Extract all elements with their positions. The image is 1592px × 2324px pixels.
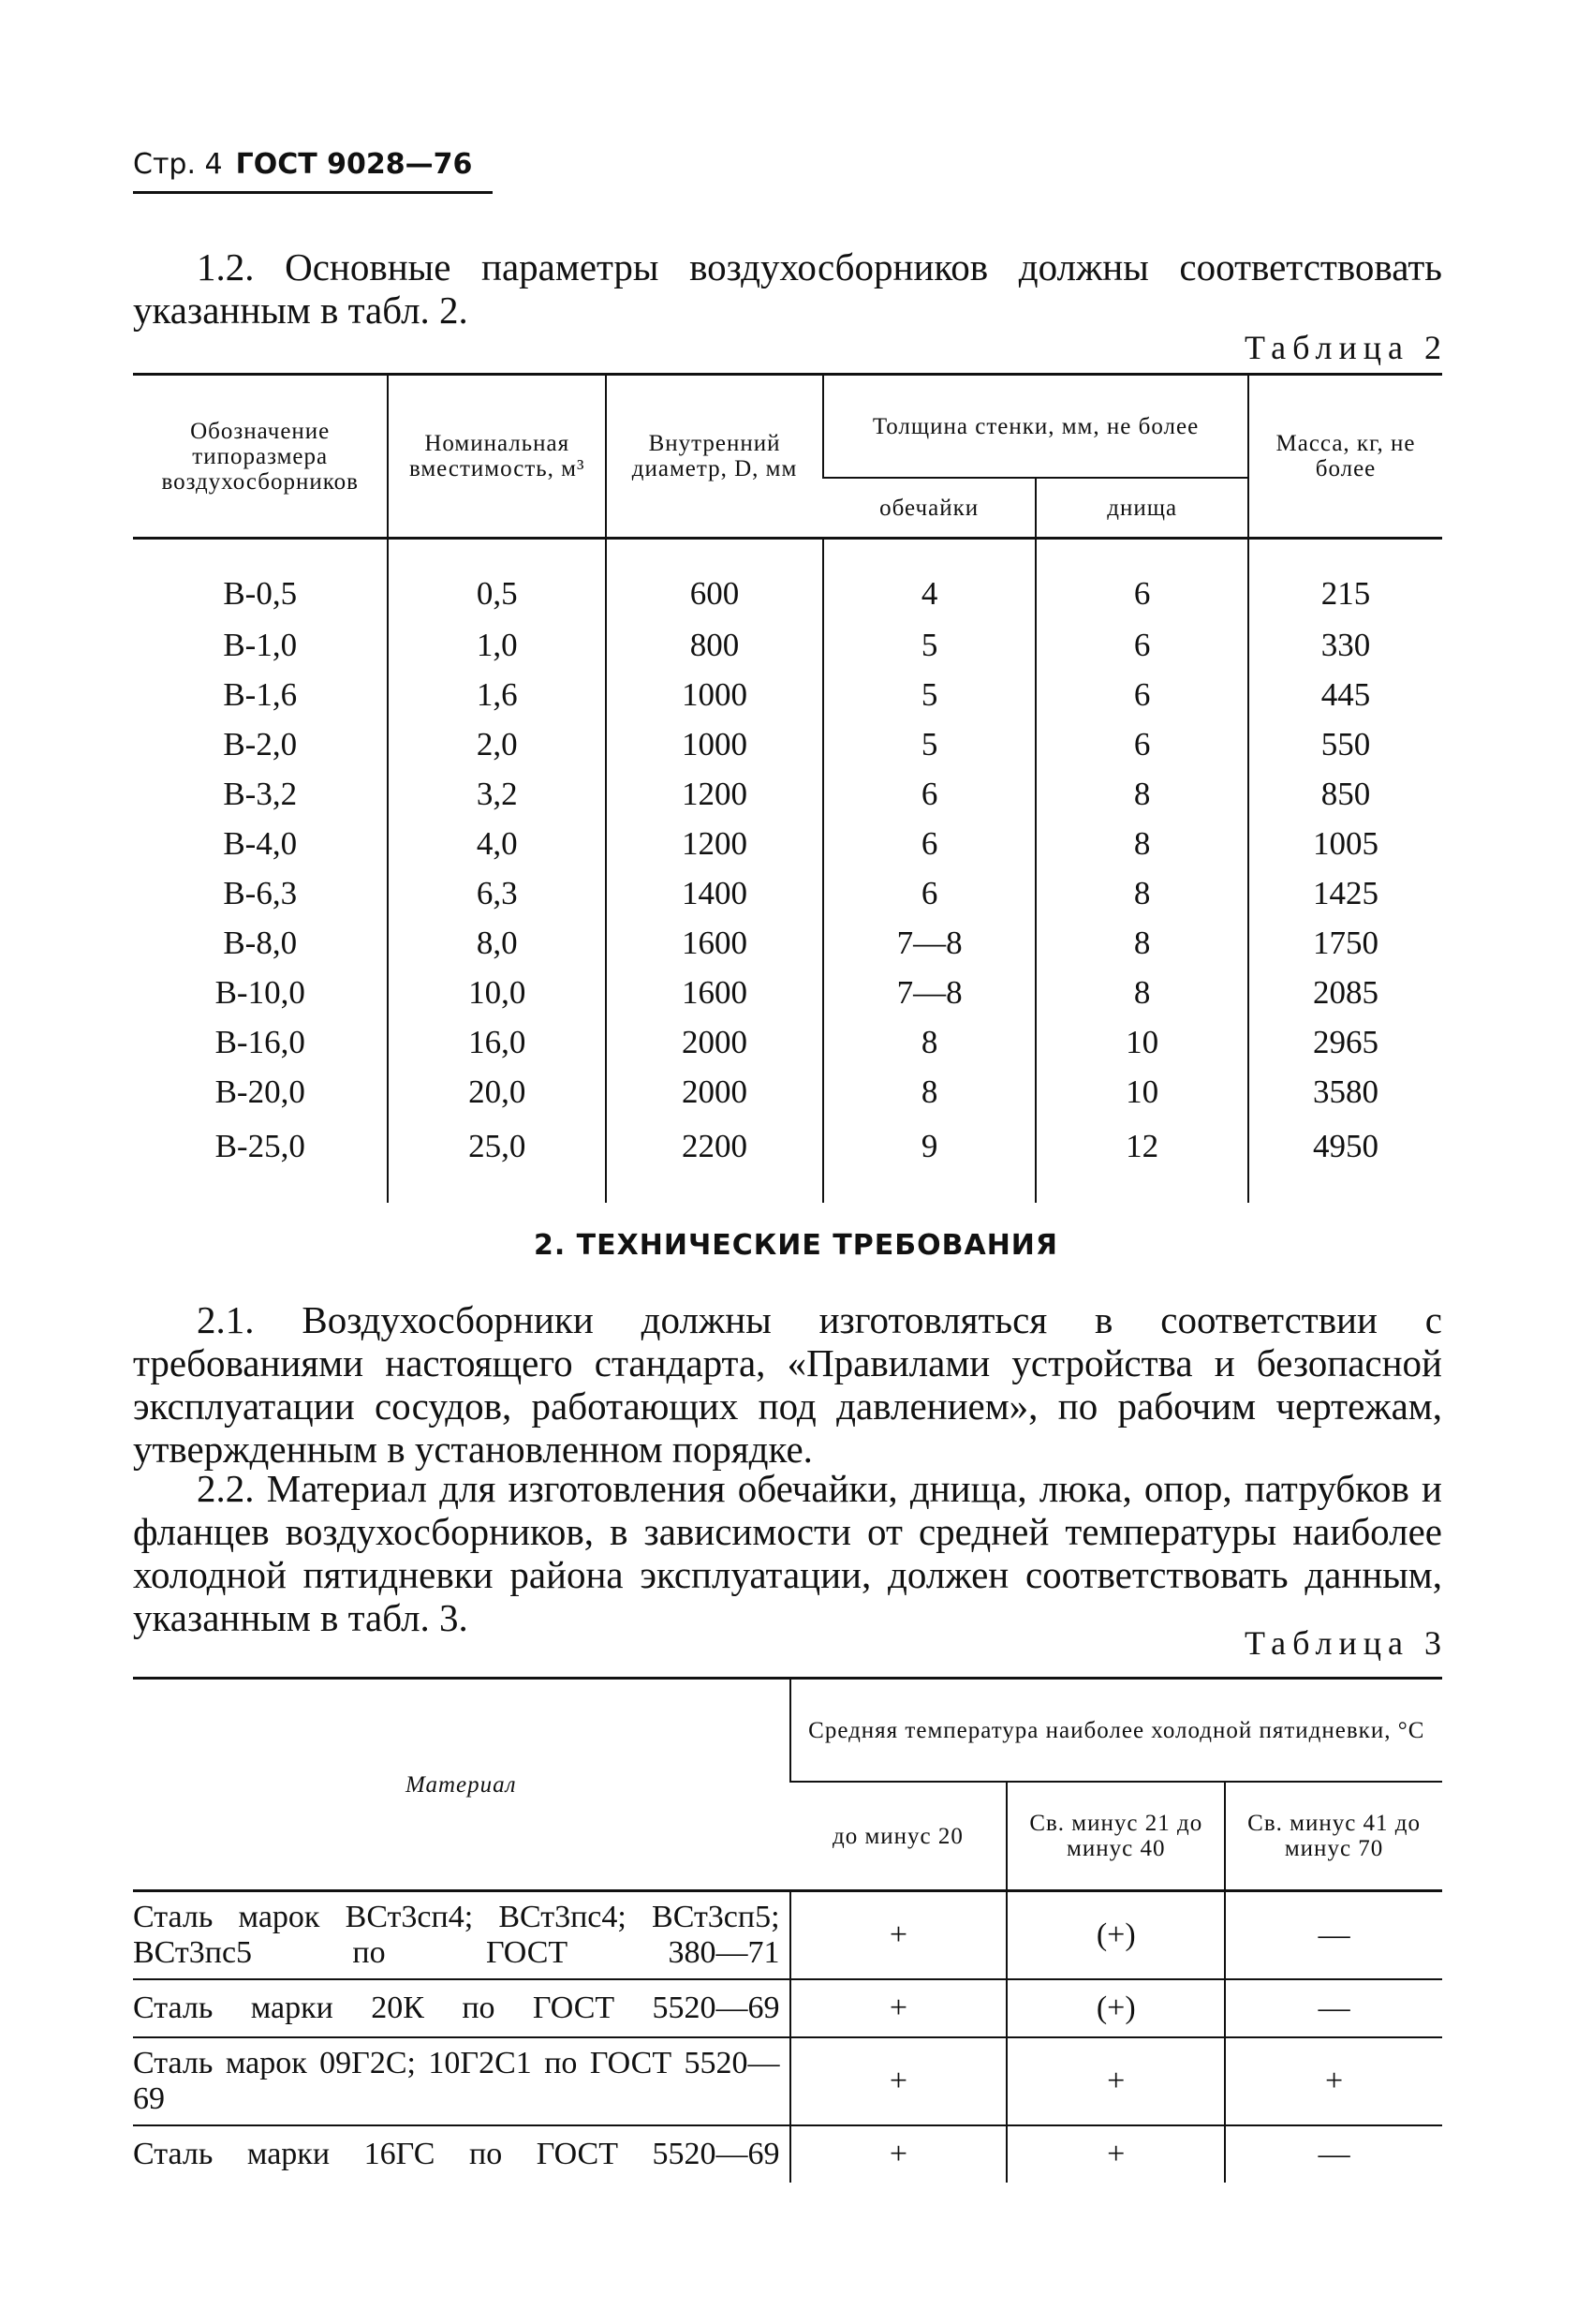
table-cell: 6 <box>1036 719 1248 769</box>
table-row <box>133 1067 1442 1117</box>
table-cell: 1200 <box>606 769 823 819</box>
header-temperature: Средняя температура наиболее холодной пятидневки, °С <box>790 1679 1442 1783</box>
table-cell: 1000 <box>606 719 823 769</box>
material-cell: Сталь марки 20К по ГОСТ 5520—69 <box>133 1979 790 2037</box>
table-cell: 3580 <box>1248 1067 1442 1117</box>
table-cell: 6 <box>823 868 1036 918</box>
table-cell: 330 <box>1248 620 1442 670</box>
header-temp-col-1: до минус 20 <box>790 1782 1008 1891</box>
paragraph-2-1: 2.1. Воздухосборники должны изготовляться в соответствии с требованиями настоящего стандарта, «Правилами устройства и безопасной эксплуатации сосудов, работающих под давлением», по рабочим чертежам, утвержденным в установленном порядке. <box>133 1298 1442 1471</box>
table-row <box>133 719 1442 769</box>
table-row <box>133 1117 1442 1203</box>
table-cell: В-4,0 <box>223 824 298 862</box>
table-cell: 2200 <box>606 1117 823 1203</box>
table-cell: 1000 <box>606 670 823 719</box>
applicability-cell: + <box>790 2037 1008 2125</box>
applicability-cell: (+) <box>1007 1891 1225 1980</box>
table-cell: 10,0 <box>388 968 606 1017</box>
table-3 <box>133 1677 1442 2183</box>
table-cell: 1,0 <box>388 620 606 670</box>
header-bottom: днища <box>1036 478 1248 539</box>
table-cell: 445 <box>1248 670 1442 719</box>
table-row <box>133 620 1442 670</box>
paragraph-2-2: 2.2. Материал для изготовления обечайки, днища, люка, опор, патрубков и фланцев воздухосборников, в зависимости от средней температуры наиболее холодной пятидневки района эксплуатации, должен соответствовать данным, указанным в табл. 3. <box>133 1467 1442 1639</box>
applicability-cell: + <box>790 2125 1008 2183</box>
table-cell: 8 <box>1036 968 1248 1017</box>
table-row <box>133 670 1442 719</box>
table-cell: 6 <box>823 819 1036 868</box>
table-cell: 8 <box>1036 868 1248 918</box>
paragraph-1-2: 1.2. Основные параметры воздухосборников должны соответствовать указанным в табл. 2. <box>133 245 1442 332</box>
page-number: Стр. 4 <box>133 148 223 181</box>
table-cell: 5 <box>823 620 1036 670</box>
material-cell: Сталь марок ВСт3сп4; ВСт3пс4; ВСт3сп5; ВСт3пс5 по ГОСТ 380—71 <box>133 1891 790 1980</box>
table-cell: 9 <box>823 1117 1036 1203</box>
table-row <box>133 2125 1442 2183</box>
table-cell: 12 <box>1036 1117 1248 1203</box>
table-cell: 1005 <box>1248 819 1442 868</box>
header-temp-col-3: Св. минус 41 до минус 70 <box>1225 1782 1442 1891</box>
table-cell: 1600 <box>606 918 823 968</box>
applicability-cell: + <box>790 1891 1008 1980</box>
header-material: Материал <box>133 1679 790 1891</box>
table-cell: 8 <box>823 1067 1036 1117</box>
header-designation: Обозначение типоразмера воздухосборников <box>133 375 388 539</box>
table-3-body <box>133 1891 1442 2183</box>
table-cell: 2085 <box>1248 968 1442 1017</box>
table-cell: 1750 <box>1248 918 1442 968</box>
header-diameter: Внутренний диаметр, D, мм <box>606 375 823 539</box>
table-row <box>133 1017 1442 1067</box>
table-cell: 6,3 <box>388 868 606 918</box>
table-cell: 2965 <box>1248 1017 1442 1067</box>
table-cell: 10 <box>1036 1067 1248 1117</box>
standard-number: ГОСТ 9028—76 <box>235 148 473 181</box>
table-cell: 1200 <box>606 819 823 868</box>
material-cell: Сталь марок 09Г2С; 10Г2С1 по ГОСТ 5520—69 <box>133 2037 790 2125</box>
table-cell: 3,2 <box>388 769 606 819</box>
page-header <box>133 148 472 181</box>
table-cell: 1425 <box>1248 868 1442 918</box>
table-cell: 4,0 <box>388 819 606 868</box>
header-capacity: Номинальная вместимость, м³ <box>388 375 606 539</box>
table-cell: 8 <box>823 1017 1036 1067</box>
header-underline <box>133 191 493 194</box>
table-cell: 16,0 <box>388 1017 606 1067</box>
table-2-body <box>133 539 1442 1204</box>
table-2 <box>133 373 1442 1203</box>
table-cell: В-25,0 <box>214 1128 305 1164</box>
table-cell: 6 <box>1036 670 1248 719</box>
table-cell: 550 <box>1248 719 1442 769</box>
table-row <box>133 2037 1442 2125</box>
table-cell: 20,0 <box>388 1067 606 1117</box>
header-shell: обечайки <box>823 478 1036 539</box>
table-3-caption: Таблица 3 <box>1245 1624 1448 1662</box>
table-row <box>133 918 1442 968</box>
table-cell: 8 <box>1036 918 1248 968</box>
applicability-cell: (+) <box>1007 1979 1225 2037</box>
applicability-cell: + <box>1007 2125 1225 2183</box>
table-cell: В-10,0 <box>214 973 305 1011</box>
table-cell: В-1,6 <box>223 675 298 713</box>
header-thickness: Толщина стенки, мм, не более <box>823 375 1248 479</box>
table-row <box>133 1891 1442 1980</box>
table-row <box>133 868 1442 918</box>
header-mass: Масса, кг, не более <box>1248 375 1442 539</box>
table-cell: 6 <box>1036 620 1248 670</box>
applicability-cell: — <box>1225 1891 1442 1980</box>
table-cell: 850 <box>1248 769 1442 819</box>
table-cell: 6 <box>823 769 1036 819</box>
table-cell: 1,6 <box>388 670 606 719</box>
table-cell: 10 <box>1036 1017 1248 1067</box>
table-row <box>133 968 1442 1017</box>
table-cell: 5 <box>823 670 1036 719</box>
table-cell: В-2,0 <box>223 725 298 762</box>
table-cell: 215 <box>1248 539 1442 621</box>
table-cell: 6 <box>1036 539 1248 621</box>
table-cell: В-3,2 <box>223 775 298 812</box>
table-row <box>133 1979 1442 2037</box>
table-cell: 4950 <box>1248 1117 1442 1203</box>
table-cell: 25,0 <box>388 1117 606 1203</box>
table-cell: В-16,0 <box>214 1023 305 1060</box>
table-cell: 1400 <box>606 868 823 918</box>
table-row <box>133 819 1442 868</box>
table-row <box>133 769 1442 819</box>
table-cell: 8 <box>1036 819 1248 868</box>
table-cell: 600 <box>606 539 823 621</box>
section-2-title: 2. ТЕХНИЧЕСКИЕ ТРЕБОВАНИЯ <box>533 1229 1059 1262</box>
table-2-caption: Таблица 2 <box>1245 329 1448 366</box>
table-cell: В-8,0 <box>223 924 298 961</box>
table-cell: В-0,5 <box>223 575 298 612</box>
table-cell: 2000 <box>606 1067 823 1117</box>
applicability-cell: — <box>1225 1979 1442 2037</box>
table-cell: 2000 <box>606 1017 823 1067</box>
applicability-cell: + <box>790 1979 1008 2037</box>
table-cell: 2,0 <box>388 719 606 769</box>
applicability-cell: — <box>1225 2125 1442 2183</box>
table-cell: 7—8 <box>823 968 1036 1017</box>
table-cell: В-1,0 <box>223 626 298 663</box>
table-cell: 0,5 <box>388 539 606 621</box>
table-cell: 5 <box>823 719 1036 769</box>
table-cell: В-6,3 <box>223 874 298 911</box>
table-cell: 8,0 <box>388 918 606 968</box>
material-cell: Сталь марки 16ГС по ГОСТ 5520—69 <box>133 2125 790 2183</box>
applicability-cell: + <box>1007 2037 1225 2125</box>
table-row <box>133 539 1442 621</box>
table-cell: 4 <box>823 539 1036 621</box>
table-cell: 7—8 <box>823 918 1036 968</box>
table-cell: 8 <box>1036 769 1248 819</box>
table-cell: 800 <box>606 620 823 670</box>
table-cell: 1600 <box>606 968 823 1017</box>
table-cell: В-20,0 <box>214 1073 305 1110</box>
header-temp-col-2: Св. минус 21 до минус 40 <box>1007 1782 1225 1891</box>
applicability-cell: + <box>1225 2037 1442 2125</box>
